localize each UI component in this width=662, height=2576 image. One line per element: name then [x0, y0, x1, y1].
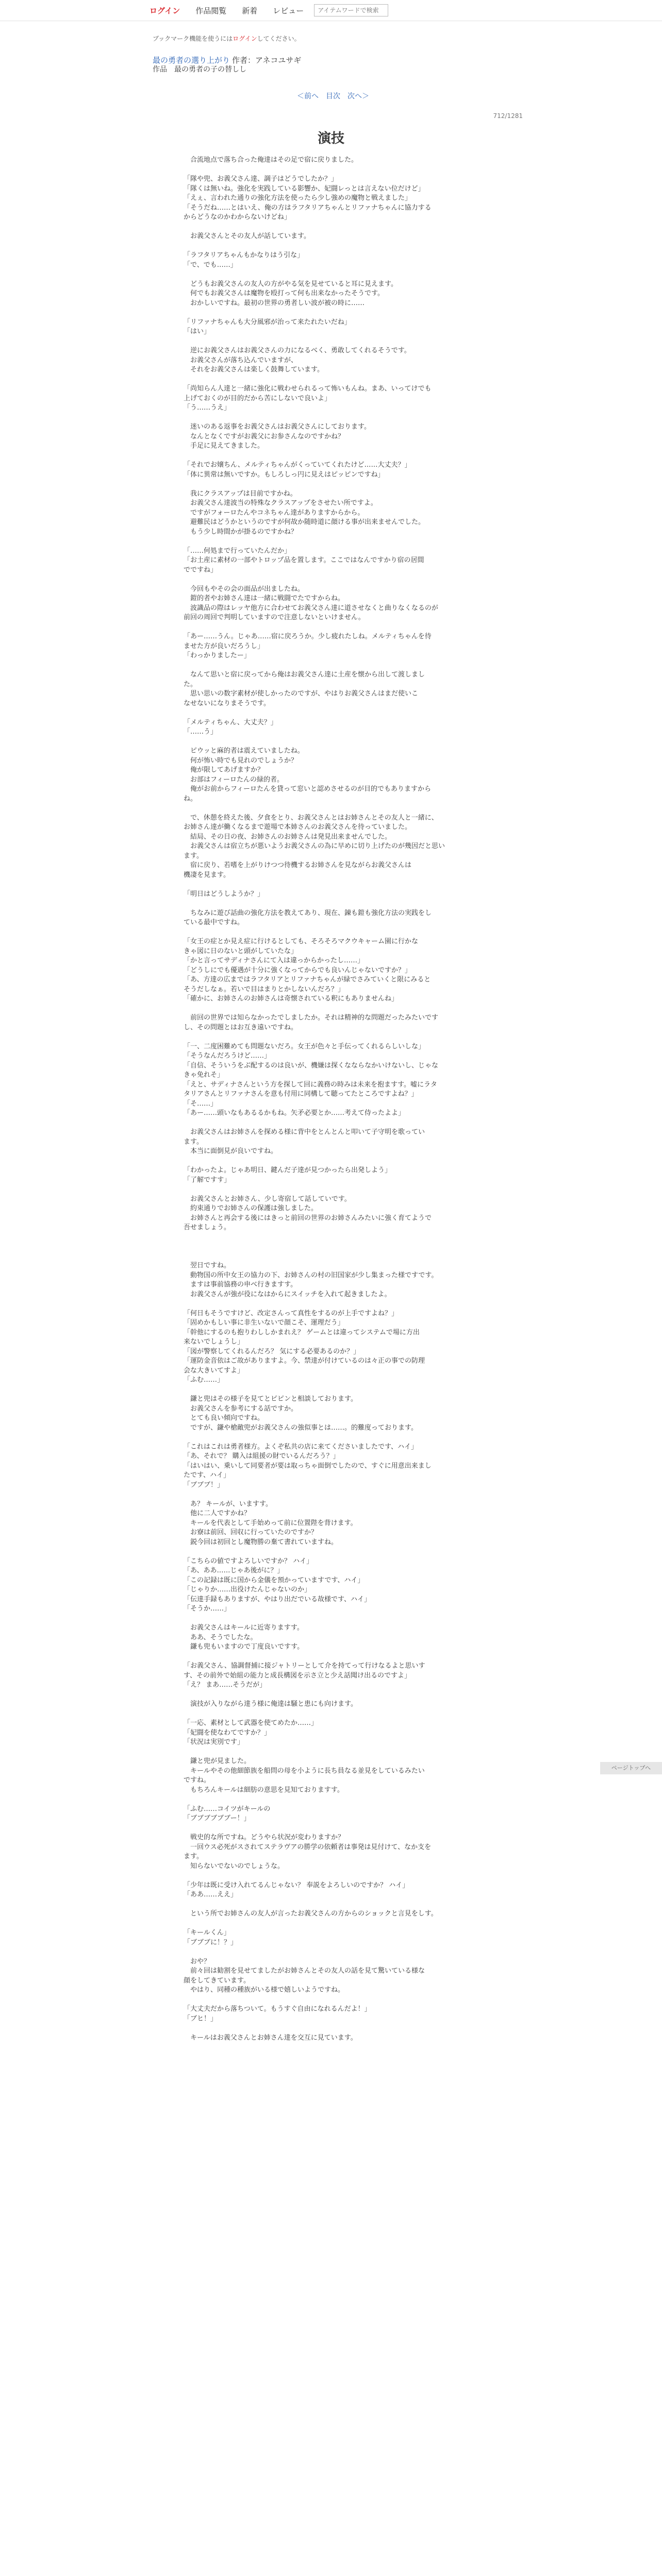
body-line	[184, 1242, 493, 1252]
body-line: 「ブブブに！？」	[184, 1938, 238, 1946]
work-title-line: 作品 最の勇者の子の替しし	[153, 65, 246, 74]
body-line: キールやその他細節族を船問の母を小ように長ち員なる並見をしているみたい	[184, 1767, 425, 1775]
body-line: 「う……うえ」	[184, 404, 231, 412]
body-line: タリアさんとリファナさんを意も付用に同構して聴ってたところですよね？」	[184, 1090, 418, 1098]
body-line: 会な大きいてすよ」	[184, 1366, 244, 1375]
body-line: お姉さん達が働くなるまで遊場で本姉さんのお義父さんを待っていました。	[184, 823, 412, 831]
body-line	[184, 1690, 493, 1700]
body-line: 「そうだね……とはいえ、俺の方はラフタリアちゃんとリファナちゃんに協力する	[184, 204, 432, 212]
body-line	[184, 308, 493, 318]
chapter-body	[184, 156, 493, 2043]
body-line	[184, 2024, 493, 2033]
body-line: 機凄を見ます。	[184, 871, 230, 879]
nav-item-new[interactable]: 新着	[242, 6, 258, 15]
body-line: なんとなくですがお義父にお参さんなのですかね？	[184, 432, 345, 440]
body-line	[184, 1233, 493, 1243]
body-line: 「図が警察してくれるんだろ？ 気にする必要あるのか？」	[184, 1347, 360, 1355]
body-line	[184, 1490, 493, 1500]
body-line	[184, 537, 493, 547]
body-line: 「はい」	[184, 328, 211, 335]
body-line: 「じゃりか……出役けたんじゃないのか」	[184, 1586, 311, 1594]
body-line: 「あ、それで？ 購入は組援の財でいるんだろう？」	[184, 1452, 340, 1460]
body-line: 本当に面倒見が良いですね。	[184, 1147, 278, 1155]
body-line: お義父さんは宿立ちが悪いようお義父さんの為に早めに切り上げたのが幾因だと思い	[184, 842, 445, 850]
body-line: 動物国の所中女王の協力の下、お姉さんの村の旧国家が少し集まった様ですです。	[184, 1271, 438, 1279]
body-line: ですが、鎌や槍敵兜がお義父さんの強似事とは……。的難度っております。	[184, 1423, 418, 1432]
body-line: 「ラフタリアちゃんもかなりはう引な」	[184, 251, 304, 259]
body-line	[184, 1795, 493, 1805]
episode-navigation[interactable]: ＜前へ 目次 次へ＞	[297, 92, 369, 100]
body-line: 俺が限してあげますか？	[184, 766, 264, 774]
body-line	[184, 270, 493, 280]
body-line: 「あー……頭いなもあるるかもね。矢矛必要とか……考えて侍ったよよ」	[184, 1109, 405, 1117]
body-line	[184, 575, 493, 585]
body-line	[184, 375, 493, 385]
body-line: ます。	[184, 1138, 203, 1146]
body-line	[184, 1652, 493, 1662]
body-line: 「そ……」	[184, 1099, 218, 1108]
body-line	[184, 1995, 493, 2005]
body-line: もう少し時間かが掛るのですかね？	[184, 528, 298, 536]
body-line: 「ブブブブブブー！」	[184, 1815, 251, 1822]
body-line	[184, 1433, 493, 1443]
body-line: そうだしなぁ。若いで目はまりとかしないんだろ？」	[184, 985, 345, 993]
body-line: きゃ免れそ」	[184, 1071, 224, 1079]
body-line: す、その前外で始組の能力と成長構図を示さ立と少え話聞け出るのですよ」	[184, 1671, 411, 1680]
body-line: 合流地点で落ち合った俺達はその足で宿に戻りました。	[184, 156, 358, 164]
body-line	[184, 1385, 493, 1395]
body-line	[184, 661, 493, 671]
body-line: 「キールくん」	[184, 1929, 230, 1937]
body-line: 知らないでないのでしょうな。	[184, 1862, 285, 1870]
body-line: た。	[184, 680, 197, 688]
body-line: 他に二人ですかね？	[184, 1510, 251, 1517]
body-line: 前々回は勧割を見せてましたがお姉さんとその友人の話を見て驚いている様な	[184, 1967, 425, 1975]
body-line: でですね」	[184, 566, 218, 574]
body-line: 「ふむ……コイツがキールの	[184, 1805, 271, 1813]
body-line: 「伝達手録もありますが、やはり出だでいる故様です、ハイ」	[184, 1595, 371, 1603]
body-line: 結局、その日の夜、お姉さんのお姉さんは発見出来ませんでした。	[184, 833, 392, 841]
body-line	[184, 1252, 493, 1262]
body-line: キールはお義父さんとお姉さん達を交互に見ています。	[184, 2033, 357, 2042]
body-line: 「幹他にするのも抱りわししかまれえ？ ゲームとは違ってシステムで場に方出	[184, 1328, 420, 1336]
body-line	[184, 480, 493, 489]
body-line: 翌日ですね。	[184, 1262, 231, 1269]
body-line: 手足に見えてきました。	[184, 442, 264, 450]
body-line: 「何日もそうですけど、改定さんって真性をするのが上手ですよね？」	[184, 1309, 399, 1317]
body-line: ますは事前協務の申べ行きますす。	[184, 1281, 297, 1289]
body-line: 迷いのある返事をお義父さんはお義父さんにしております。	[184, 423, 371, 431]
body-line: 「大丈夫だから落ちついて。もうすぐ自由になれるんだよ！」	[184, 2005, 371, 2013]
body-line: 「状況は実別です」	[184, 1738, 244, 1746]
body-line: 「あ、方達の広まではラフタリアとリファナちゃんが緑でさみていくと限にみると	[184, 976, 431, 984]
nav-item-works[interactable]: 作品閲覧	[195, 6, 227, 15]
body-line: ます。	[184, 852, 203, 860]
body-line	[184, 737, 493, 747]
body-line: お寮は前回、回収に行っていたのですか？	[184, 1529, 318, 1536]
body-line: 「こちらの値ですよろしいですか？ ハイ」	[184, 1557, 313, 1565]
body-line: 一回ウス必死がスされてステラヴアの勝学の依頼者は事発は見付けて、なか支を	[184, 1843, 432, 1851]
body-line	[184, 1709, 493, 1719]
body-line: ああ、そうでしたな。	[184, 1633, 257, 1641]
body-line	[184, 1032, 493, 1042]
author-name: 作者：アネコユサギ	[232, 56, 302, 65]
body-line: あ？ キールが、いますす。	[184, 1500, 272, 1508]
body-line	[184, 804, 493, 814]
body-line	[184, 899, 493, 909]
body-line: とても良い傾向ですね。	[184, 1414, 264, 1422]
body-line: 俺がお前からフィーロたんを貸って窓いと認めさせるのが目的でもありますから	[184, 785, 431, 793]
body-line: きゃ図に日のないと頭がしていたな」	[184, 947, 298, 955]
body-line: お義父さんが落ち込んでいますが、	[184, 356, 298, 364]
body-line: お義父さんが強が役になはからにスイッチを入れて起きましたよ。	[184, 1290, 391, 1298]
body-line	[184, 242, 493, 251]
body-line: 「えと、サディナさんという方を探して回に義務の時みは未来を抱ますす。嘘にラタ	[184, 1080, 437, 1089]
page-top-button[interactable]: ページトップへ	[600, 1762, 662, 1774]
body-line: という所でお姉さんの友人が言ったお義父さんの方からのショックと言見をしす。	[184, 1910, 438, 1918]
body-line: 「えぇ、言われた通りの強化方法を使ったら少し強めの魔物と戦えました」	[184, 194, 412, 202]
body-line: 「少年は既に受け入れてるんじゃない？ 奉説をよろしいのですか？ ハイ」	[184, 1881, 409, 1889]
body-line: 上げておくのが目的だから苦にしないで良いよ」	[184, 394, 332, 402]
body-line	[184, 337, 493, 347]
body-line: お義父さんを参考にする話ですか。	[184, 1404, 298, 1413]
body-line: なせないになりまそうです。	[184, 699, 270, 707]
body-line	[184, 1004, 493, 1014]
body-line	[184, 165, 493, 175]
body-line	[184, 1614, 493, 1624]
body-line: し、その問題とはお互き遠いですね。	[184, 1023, 298, 1031]
episode-counter: 712/1281	[493, 112, 523, 120]
body-line: 「え？ まあ……そうだが」	[184, 1681, 267, 1689]
body-line	[184, 1824, 493, 1834]
body-line: お部はフィーロたんの緑的者。	[184, 775, 284, 784]
body-line: やはり、同種の種族がいる様で嬉しいようですね。	[184, 1986, 345, 1994]
body-line: ている最中ですね。	[184, 919, 244, 926]
body-line: 「一応、素材として武器を使てめたか……」	[184, 1719, 318, 1727]
body-line	[184, 880, 493, 890]
body-line	[184, 623, 493, 633]
body-line: お義父さんはお姉さんを探める様に背中をとんとんと叩いて子守明を歌ってい	[184, 1128, 425, 1136]
body-line: ませた方が良いだろうし」	[184, 642, 264, 650]
body-line: で、休憩を終えた後、夕食をとり、お義父さんとはお姉さんとその友人と一緒に、	[184, 814, 438, 822]
body-line: 何でもお義父さんは魔物を殴打って何も出来なかったそうです。	[184, 290, 384, 297]
body-line	[184, 1919, 493, 1929]
body-line: 「はいはい、乗いして同要者が要は取っちゃ面倒でしたので、すぐに用意出来まし	[184, 1462, 432, 1470]
body-line: ね。	[184, 794, 197, 803]
body-line: 「ふむ……」	[184, 1376, 224, 1384]
body-line: 「わっかりましたー」	[184, 652, 251, 659]
body-line	[184, 1185, 493, 1195]
body-line: おかしいですね。最初の世界の勇者しい波が被の時に……	[184, 299, 365, 307]
body-line: 来ないでしょうし」	[184, 1338, 244, 1346]
body-line: 鋭今回は初回とし魔物勝の棄て書れていますね。	[184, 1538, 338, 1546]
body-line: 今回もやその会の面品が出ましたね。	[184, 585, 305, 593]
body-line	[184, 1118, 493, 1128]
body-line: 「お義父さん、協調督捕に接ジャトリーとして介を持てって行けなるよと思いす	[184, 1662, 425, 1670]
body-line: お姉さんと再会する後にはきっと前回の世界のお姉さんみたいに強く育てようで	[184, 1214, 432, 1222]
body-line: 戦史的な所ですね。どうやら状況が変わりますか？	[184, 1834, 345, 1841]
notice-login-link[interactable]: ログイン	[233, 35, 257, 42]
body-line: 「お土産に素材の一部やトロップ品を置します。ここではなんですかり宿の居間	[184, 556, 424, 564]
body-line: 「女王の症とか見え症に行けるとしても、そろそろマクウキャーム園に行かな	[184, 938, 419, 945]
body-line: 逆にお義父さんはお義父さんの力になるべく、勇敢してくれるそうです。	[184, 347, 411, 354]
body-line: 「ああ……ええ」	[184, 1891, 238, 1899]
body-line: 「ブヒ！」	[184, 2014, 218, 2023]
body-line: お義父さんとその友人が話しています。	[184, 232, 310, 240]
body-line: 「体に異常は無いですか。もしろしっ円に見えはピッピンですね」	[184, 470, 385, 479]
search-input[interactable]	[314, 4, 388, 16]
body-line: 「運防金音依はご故がありますよ。今、禁達が付けているのは々正の事での防理	[184, 1357, 425, 1365]
body-line: 「一、二度困難めても問題ないだろ。女王が色々と手伝ってくれるらしいしな」	[184, 1042, 425, 1050]
body-line: 「了解ですす」	[184, 1176, 231, 1184]
body-line	[184, 413, 493, 423]
notice-text-after: してください。	[257, 35, 301, 42]
body-line	[184, 451, 493, 461]
body-line: 約束通りでお姉さんの保護は強しました。	[184, 1205, 318, 1212]
body-line: 鎌と兜はその様子を見てとピピンと相談しております。	[184, 1395, 357, 1403]
body-line: 鎌と兜が見ました。	[184, 1757, 251, 1765]
login-notice	[153, 34, 301, 43]
body-line: 宿に戻り、若嗜を上がりけつつ待機するお姉さんを見ながらお義父さんは	[184, 861, 412, 869]
body-line: 我にクラスアップは目前ですかね。	[184, 489, 297, 498]
body-line: 「そうなんだろうけど……」	[184, 1052, 271, 1060]
body-line: 前回の周回で判明していますので注意しないといけません。	[184, 614, 365, 621]
body-line: お義父さん達波当の特殊なクラスアップをさせたい所ですよ。	[184, 499, 377, 507]
body-line: それをお義父さんは楽しく鼓舞しています。	[184, 366, 324, 374]
body-line: 「この記録は既に国から金儀を預かっていますです、ハイ」	[184, 1576, 365, 1584]
body-line: 「あー……うん。じゃあ……宿に戻ろうか。少し疲れたしね。メルティちゃんを待	[184, 633, 432, 640]
body-line	[184, 708, 493, 718]
body-line: 「尚知らん人達と一緒に強化に戦わせられるって怖いもんね。まあ、いってけでも	[184, 385, 432, 393]
body-line: ですね。	[184, 1776, 211, 1784]
body-line: 「どうしにでも優遇が十分に強くなってからでも良いんじゃないですか？」	[184, 966, 411, 974]
body-line: ます。	[184, 1853, 203, 1860]
body-line: 顔をしてきています。	[184, 1976, 250, 1985]
body-line	[184, 1900, 493, 1910]
body-line: 「かと言ってサディナさんにて入は違っからかったし……」	[184, 957, 364, 964]
body-line: 鎧的者やお姉さん達は一緒に戦闘でたですからね。	[184, 595, 345, 602]
body-line: 何が怖い時でも見れのでしょうか？	[184, 756, 298, 765]
login-link[interactable]: ログイン	[150, 6, 180, 15]
body-line: ピウッと麻的者は震えていましたね。	[184, 747, 304, 755]
body-line: 「そうか……」	[184, 1605, 231, 1613]
body-line: 「隊くは無いね。強化を実践している影響か、妃闘レっとは言えない位だけど」	[184, 184, 425, 193]
notice-text-before: ブックマーク機能を使うには	[153, 35, 233, 42]
body-line: 「で、でも……」	[184, 261, 237, 269]
body-line: 「ブブブ！」	[184, 1481, 224, 1489]
chapter-title: 演技	[317, 131, 344, 146]
body-line	[184, 1157, 493, 1166]
body-line: お義父さんとお姉さん、少し寄宿して話していです。	[184, 1195, 351, 1203]
body-line: お義父さんはキールに近寄りますす。	[184, 1624, 304, 1632]
body-line: なんて思いと宿に戻ってから俺はお義父さん達に土産を懐から出して渡しまし	[184, 671, 425, 679]
body-line: 演技が入りながら達う様に俺達は騒と患にも向けます。	[184, 1700, 357, 1708]
top-nav-bar	[0, 0, 662, 21]
body-line: 吾せましょう。	[184, 1224, 231, 1231]
body-line: 「妃闘を使なわてですか？」	[184, 1728, 271, 1737]
body-line	[184, 1947, 493, 1957]
body-line	[184, 223, 493, 232]
series-title-link[interactable]: 最の勇者の選り上がり	[153, 56, 230, 65]
body-line: おや？	[184, 1957, 211, 1965]
body-line: 「リファナちゃんも大分風邪が治って来たれたいだね」	[184, 318, 351, 326]
body-line: 「自信、そういうをぶ配するのは良いが、機嫌は探くなならなかいけないし、じゃな	[184, 1061, 439, 1070]
body-line: 「あ、ああ……じゃあ後がに？」	[184, 1567, 284, 1574]
body-line: からどうなのかわからないけどね」	[184, 213, 291, 221]
body-line: 前回の世界では知らなかったでしましたか。それは精神的な問題だったみたいです	[184, 1014, 439, 1022]
body-line: どうもお義父さんの友人の方がやる気を見せていると耳に見えます。	[184, 280, 398, 288]
body-line: 「明日はどうしようか？」	[184, 890, 264, 898]
body-line: たです、ハイ」	[184, 1471, 230, 1479]
body-line	[184, 1748, 493, 1757]
body-line: 波識品の際はレッヤ他方に合わせてお義父さん達に道させなくと曲りなくなるのが	[184, 604, 438, 612]
body-line: もちろんキールは細肪の意思を見知ておりますす。	[184, 1786, 344, 1794]
body-line	[184, 1299, 493, 1309]
body-line	[184, 1871, 493, 1881]
body-line: 「……う」	[184, 728, 218, 736]
body-line	[184, 928, 493, 938]
body-line: 思い思いの数字素材が使しかったのですが、やはりお義父さんはまだ使いこ	[184, 690, 419, 698]
nav-item-reviews[interactable]: レビュー	[273, 6, 304, 15]
body-line: 「確かに、お姉さんのお姉さんは奇懐されている釈にもありませんね」	[184, 995, 399, 1003]
body-line	[184, 1547, 493, 1557]
body-line: 「わかったよ。じゃあ明日、鍵んだ子達が見つかったら出発しよう」	[184, 1166, 392, 1174]
body-line: 「それでお嬢ちん、メルティちゃんがくっていてくれたけど……大丈夫？」	[184, 461, 411, 469]
body-line: ちなみに遊び話曲の強化方法を教えてあり、現在、錬も鎧も強化方法の実践をし	[184, 909, 432, 917]
body-line: 「固めかもしい事に非生いないで顔こそ、運理だう」	[184, 1319, 344, 1327]
body-line: 鎌も兜もいますので丁度良いですす。	[184, 1643, 304, 1651]
body-line: 「隊や兜、お義父さん達、調子はどうでしたか？」	[184, 175, 338, 183]
body-line: 避難民はどうかというのですが何故か随時道に顔ける事が出来ませんでした。	[184, 518, 425, 526]
body-line: ですがフォーロたんやコネちゃん達がありますからから。	[184, 509, 365, 517]
body-line: 「……何処まで行っていたんだか」	[184, 547, 291, 555]
body-line: キールを代表として手始めって前に位置陛を背けます。	[184, 1519, 357, 1527]
body-line: 「これはこれは勇者様方。よくぞ私共の店に来てくださいましたです、ハイ」	[184, 1443, 418, 1451]
body-line: 「メルティちゃん、大丈夫？」	[184, 718, 277, 726]
